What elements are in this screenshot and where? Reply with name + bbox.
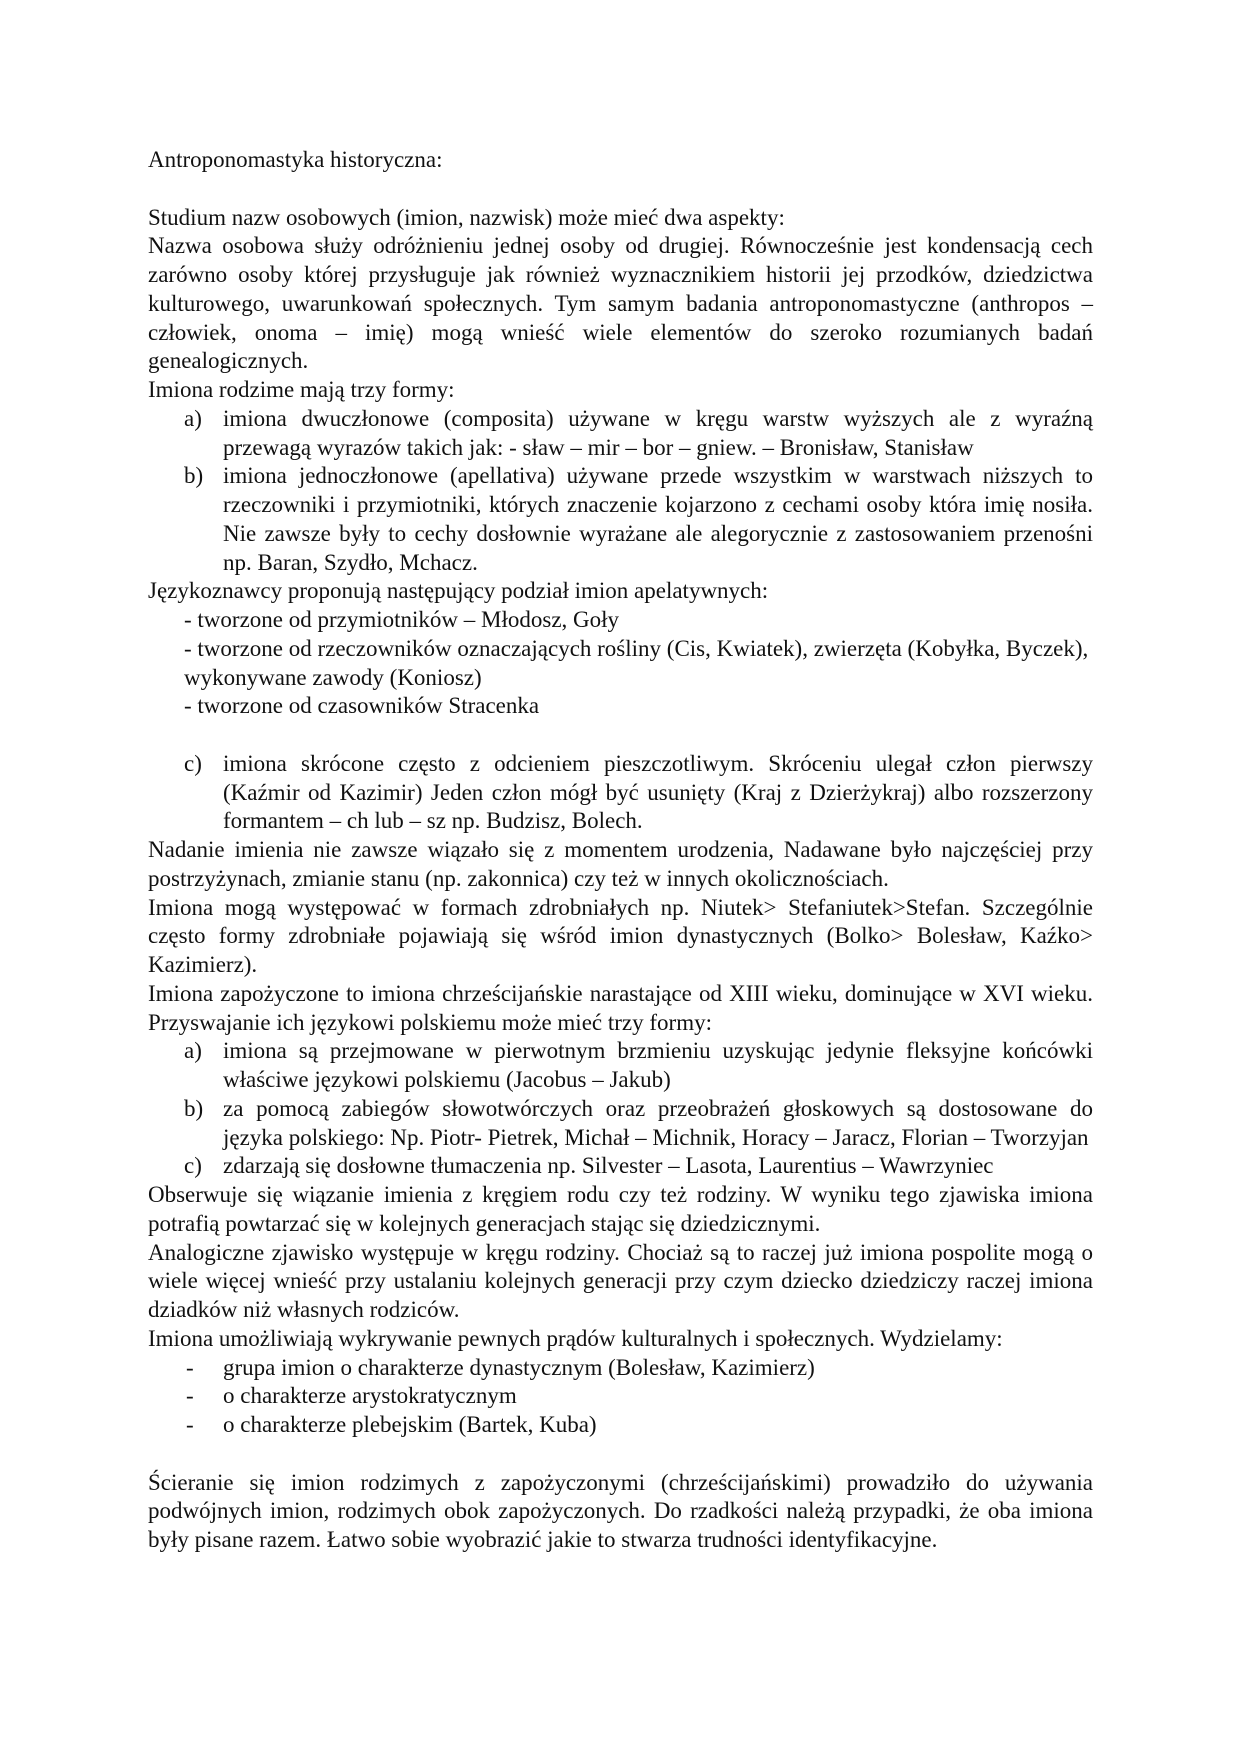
list-item bbox=[148, 1382, 1093, 1411]
list-marker: - bbox=[186, 1354, 194, 1380]
final-paragraph: Ścieranie się imion rodzimych z zapożyczonymi (chrześcijańskimi) prowadziło do używania podwójnych imion, rodzimych obok zapożyczonych. Do rzadkości należą przypadki, że oba imiona były pisane razem. Łatwo sobie wyobrazić jakie to stwarza trudności identyfikacyjne. bbox=[148, 1469, 1093, 1552]
linguists-intro: Językoznawcy proponują następujący podział imion apelatywnych: bbox=[148, 578, 769, 604]
list-item bbox=[148, 405, 1093, 463]
list-item bbox=[148, 1411, 1093, 1440]
borrowed-forms-list bbox=[148, 1037, 1093, 1181]
cultural-currents-paragraph: Imiona umożliwiają wykrywanie pewnych prądów kulturalnych i społecznych. Wydzielamy: bbox=[148, 1325, 1003, 1351]
blank-line bbox=[148, 721, 1093, 750]
list-item bbox=[148, 1037, 1093, 1095]
diminutive-paragraph: Imiona mogą występować w formach zdrobniałych np. Niutek> Stefaniutek>Stefan. Szczególnie często formy zdrobniałe pojawiają się wśród imion dynastycznych (Bolko> Bolesław, Kaźko> Kazimierz). bbox=[148, 894, 1093, 977]
document-title: Antroponomastyka historyczna: bbox=[148, 147, 443, 172]
borrowed-names-paragraph: Imiona zapożyczone to imiona chrześcijańskie narastające od XIII wieku, dominujące w XVI wieku. Przyswajanie ich językowi polskiemu może mieć trzy formy: bbox=[148, 980, 1093, 1035]
family-paragraph: Analogiczne zjawisko występuje w kręgu rodziny. Chociaż są to raczej już imiona pospolite mogą o wiele więcej wnieść przy ustalaniu kolejnych generacji przy czym dziecko dziedziczy raczej imiona dziadków niż własnych rodziców. bbox=[148, 1239, 1093, 1322]
list-item-text: imiona jednoczłonowe (apellativa) używane przede wszystkim w warstwach niższych to rzeczowniki i przymiotniki, których znaczenie kojarzono z cechami osoby która imię nosiła. Nie zawsze były to cechy dosłownie wyrażane ale alegorycznie z zastosowaniem przenośni np. Baran, Szydło, Mchacz. bbox=[223, 463, 1093, 575]
list-item bbox=[148, 462, 1093, 577]
native-forms-intro: Imiona rodzime mają trzy formy: bbox=[148, 377, 455, 402]
clan-paragraph: Obserwuje się wiązanie imienia z kręgiem rodu czy też rodziny. W wyniku tego zjawiska imiona potrafią powtarzać się w kolejnych generacjach stając się dziedzicznymi. bbox=[148, 1182, 1093, 1236]
blank-line bbox=[148, 1440, 1093, 1469]
list-marker: - bbox=[186, 1412, 194, 1437]
list-item-text: zdarzają się dosłowne tłumaczenia np. Silvester – Lasota, Laurentius – Wawrzyniec bbox=[223, 1153, 994, 1179]
list-item bbox=[148, 750, 1093, 836]
appellative-division-list bbox=[148, 606, 1093, 721]
list-item-text: grupa imion o charakterze dynastycznym (Bolesław, Kazimierz) bbox=[223, 1354, 815, 1380]
list-item bbox=[148, 1354, 1093, 1383]
document-page bbox=[148, 146, 1093, 1555]
list-item-text: o charakterze plebejskim (Bartek, Kuba) bbox=[223, 1412, 597, 1437]
native-forms-list bbox=[148, 405, 1093, 578]
naming-paragraph: Nadanie imienia nie zawsze wiązało się z momentem urodzenia, Nadawane było najczęściej przy postrzyżynach, zmianie stanu (np. zakonnica) czy też w innych okolicznościach. bbox=[148, 837, 1093, 891]
list-item-text: za pomocą zabiegów słowotwórczych oraz przeobrażeń głoskowych są dostosowane do języka polskiego: Np. Piotr- Pietrek, Michał – Michnik, Horacy – Jaracz, Florian – Tworzyjan bbox=[223, 1095, 1093, 1150]
list-marker: a) bbox=[184, 1038, 202, 1064]
list-item-text: imiona dwuczłonowe (composita) używane w kręgu warstw wyższych ale z wyraźną przewagą wyrazów takich jak: - sław – mir – bor – gniew. – Bronisław, Stanisław bbox=[223, 405, 1093, 460]
list-marker: - bbox=[186, 1383, 194, 1409]
list-marker: c) bbox=[184, 750, 202, 776]
intro-paragraph: Nazwa osobowa służy odróżnieniu jednej osoby od drugiej. Równocześnie jest kondensacją cech zarówno osoby której przysługuje jak również wyznacznikiem historii jej przodków, dziedzictwa kulturowego, uwarunkowań społecznych. Tym samym badania antroponomastyczne (anthropos – człowiek, onoma – imię) mogą wnieść wiele elementów do szeroko rozumianych badań genealogicznych. bbox=[148, 233, 1093, 374]
native-forms-list-continued bbox=[148, 750, 1093, 836]
intro-sentence: Studium nazw osobowych (imion, nazwisk) może mieć dwa aspekty: bbox=[148, 204, 785, 230]
list-item: - tworzone od przymiotników – Młodosz, Goły bbox=[184, 607, 620, 632]
list-item-text: imiona są przejmowane w pierwotnym brzmieniu uzyskując jedynie fleksyjne końcówki właściwe językowi polskiemu (Jacobus – Jakub) bbox=[223, 1038, 1093, 1092]
list-marker: b) bbox=[184, 463, 204, 489]
list-item bbox=[148, 1152, 1093, 1181]
list-item: - tworzone od czasowników Stracenka bbox=[184, 693, 540, 719]
list-marker: a) bbox=[184, 405, 202, 431]
list-item-text: imiona skrócone często z odcieniem pieszczotliwym. Skróceniu ulegał człon pierwszy (Kaźmir od Kazimir) Jeden człon mógł być usunięty (Kraj z Dzierżykraj) albo rozszerzony formantem – ch lub – sz np. Budzisz, Bolech. bbox=[223, 750, 1093, 834]
list-item bbox=[148, 1095, 1093, 1153]
list-item-text: o charakterze arystokratycznym bbox=[223, 1383, 517, 1409]
cultural-groups-list bbox=[148, 1354, 1093, 1440]
list-marker: c) bbox=[184, 1153, 202, 1179]
list-marker: b) bbox=[184, 1095, 204, 1121]
list-item: - tworzone od rzeczowników oznaczających rośliny (Cis, Kwiatek), zwierzęta (Kobyłka, Byczek), wykonywane zawody (Koniosz) bbox=[184, 635, 1089, 690]
